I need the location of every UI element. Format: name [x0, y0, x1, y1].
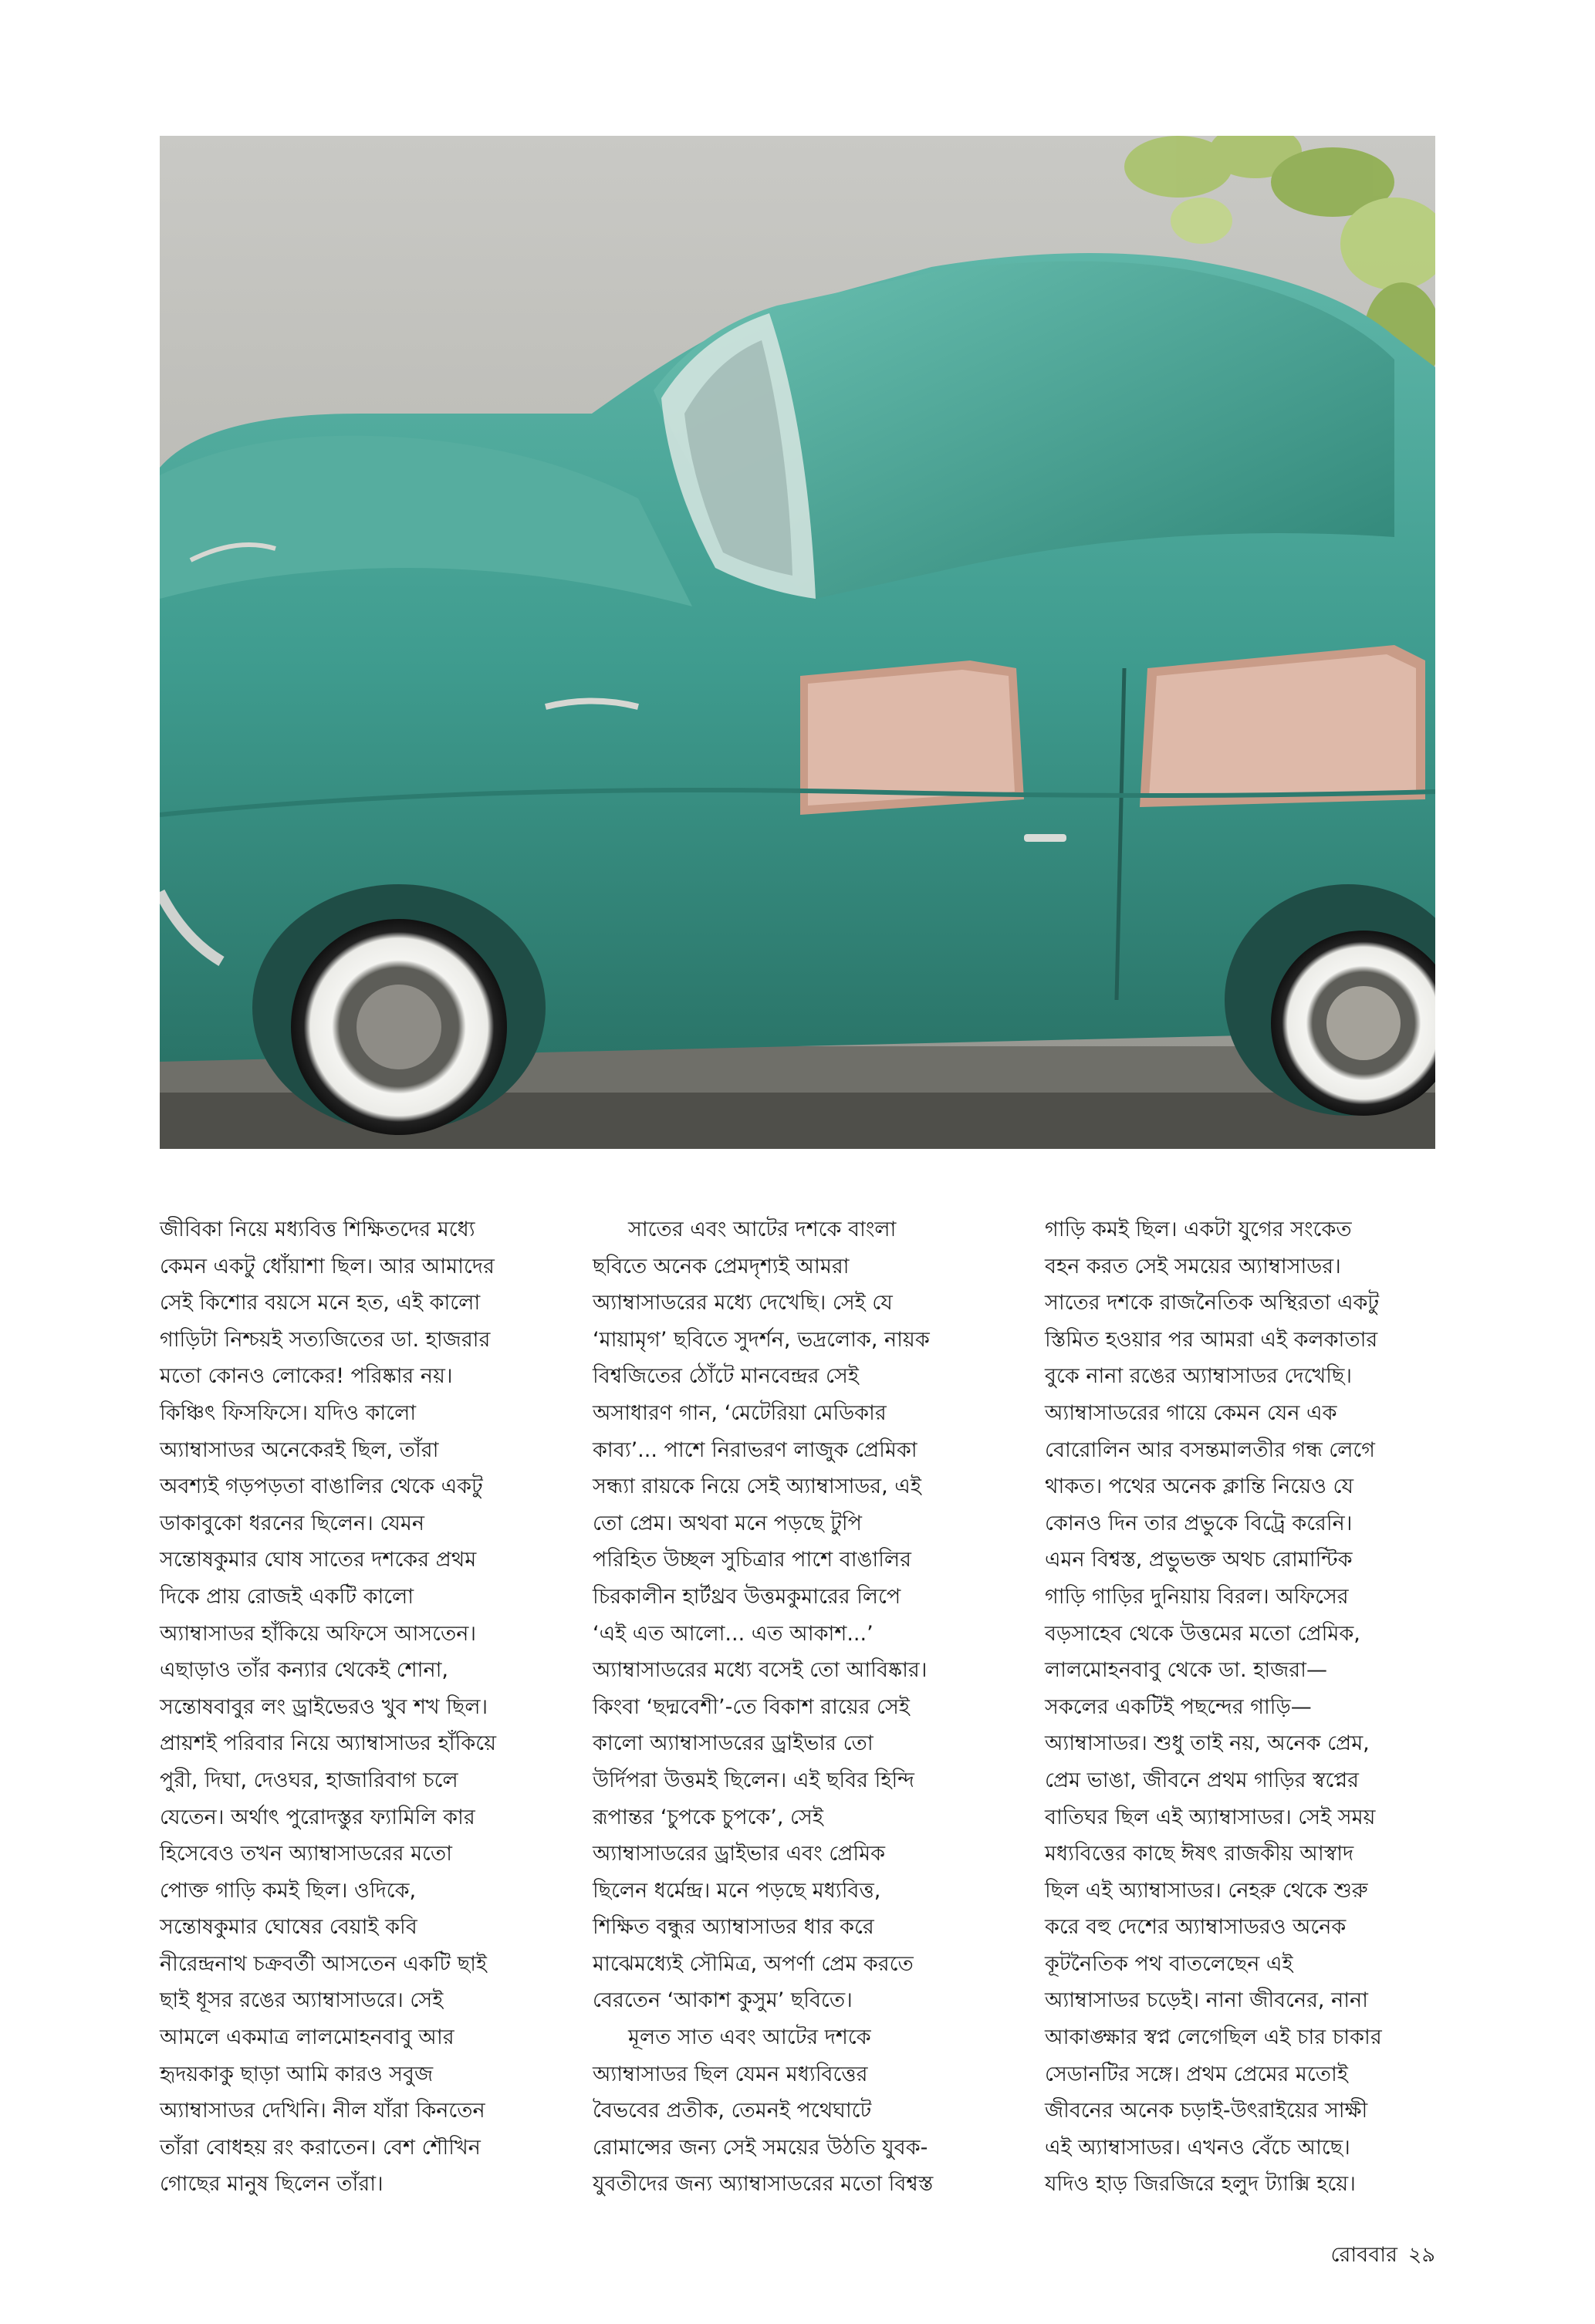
paragraph: গাড়ি কমই ছিল। একটা যুগের সংকেত বহন করত সেই সময়ের অ্যাম্বাসাডর। সাতের দশকে রাজনৈতিক অস্থিরতা একটু স্তিমিত হওয়ার পর আমরা এই কলকাতার বুকে নানা রঙের অ্যাম্বাসাডর দেখেছি। অ্যাম্বাসাডরের গায়ে কেমন যেন এক বোরোলিন আর বসন্তমালতীর গন্ধ লেগে থাকত। পথের অনেক ক্লান্তি নিয়েও যে কোনও দিন তার প্রভুকে বিট্রে করেনি। এমন বিশ্বস্ত, প্রভুভক্ত অথচ রোমান্টিক গাড়ি গাড়ির দুনিয়ায় বিরল। অফিসের বড়সাহেব থেকে উত্তমের মতো প্রেমিক, লালমোহনবাবু থেকে ডা. হাজরা— সকলের একটিই পছন্দের গাড়ি— অ্যাম্বাসাডর। শুধু তাই নয়, অনেক প্রেম, প্রেম ভাঙা, জীবনে প্রথম গাড়ির স্বপ্নের বাতিঘর ছিল এই অ্যাম্বাসাডর। সেই সময় মধ্যবিত্তের কাছে ঈষৎ রাজকীয় আস্বাদ ছিল এই অ্যাম্বাসাডর। নেহরু থেকে শুরু করে বহু দেশের অ্যাম্বাসাডরও অনেক কূটনৈতিক পথ বাতলেছেন এই অ্যাম্বাসাডর চড়েই। নানা জীবনের, নানা আকাঙ্ক্ষার স্বপ্ন লেগেছিল এই চার চাকার সেডানটির সঙ্গে। প্রথম প্রেমের মতোই জীবনের অনেক চড়াই-উৎরাইয়ের সাক্ষী এই অ্যাম্বাসাডর। এখনও বেঁচে আছে। যদিও হাড় জিরজিরে হলুদ ট্যাক্সি হয়ে। [1045, 1218, 1382, 2197]
publication-name: রোববার [1330, 2243, 1397, 2267]
paragraph: জীবিকা নিয়ে মধ্যবিত্ত শিক্ষিতদের মধ্যে কেমন একটু ধোঁয়াশা ছিল। আর আমাদের সেই কিশোর বয়সে মনে হত, এই কালো গাড়িটা নিশ্চয়ই সত্যজিতের ডা. হাজরার মতো কোনও লোকের! পরিষ্কার নয়। কিঞ্চিৎ ফিসফিসে। যদিও কালো অ্যাম্বাসাডর অনেকেরই ছিল, তাঁরা অবশ্যই গড়পড়তা বাঙালির থেকে একটু ডাকাবুকো ধরনের ছিলেন। যেমন সন্তোষকুমার ঘোষ সাতের দশকের প্রথম দিকে প্রায় রোজই একটি কালো অ্যাম্বাসাডর হাঁকিয়ে অফিসে আসতেন। এছাড়াও তাঁর কন্যার থেকেই শোনা, সন্তোষবাবুর লং ড্রাইভেরও খুব শখ ছিল। প্রায়শই পরিবার নিয়ে অ্যাম্বাসাডর হাঁকিয়ে পুরী, দিঘা, দেওঘর, হাজারিবাগ চলে যেতেন। অর্থাৎ পুরোদস্তুর ফ্যামিলি কার হিসেবেও তখন অ্যাম্বাসাডরের মতো পোক্ত গাড়ি কমই ছিল। ওদিকে, সন্তোষকুমার ঘোষের বেয়াই কবি নীরেন্দ্রনাথ চক্রবর্তী আসতেন একটি ছাই ছাই ধূসর রঙের অ্যাম্বাসাডরে। সেই আমলে একমাত্র লালমোহনবাবু আর হৃদয়কাকু ছাড়া আমি কারও সবুজ অ্যাম্বাসাডর দেখিনি। নীল যাঁরা কিনতেন তাঁরা বোধহয় রং করাতেন। বেশ শৌখিন গোছের মানুষ ছিলেন তাঁরা। [160, 1218, 496, 2197]
paragraph: মূলত সাত এবং আটের দশকে অ্যাম্বাসাডর ছিল যেমন মধ্যবিত্তের বৈভবের প্রতীক, তেমনই পথেঘাটে রোমান্সের জন্য সেই সময়ের উঠতি যুবক- যুবতীদের জন্য অ্যাম্বাসাডরের মতো বিশ্বস্ত [593, 2025, 934, 2197]
column-2 [593, 1211, 1002, 2203]
article-body [160, 1211, 1435, 2197]
column-3 [1045, 1211, 1454, 2203]
page-number: ২৯ [1407, 2243, 1435, 2267]
car-photo [160, 136, 1435, 1149]
column-1 [160, 1211, 569, 2203]
paragraph: সাতের এবং আটের দশকে বাংলা ছবিতে অনেক প্রেমদৃশ্যই আমরা অ্যাম্বাসাডরের মধ্যে দেখেছি। সেই যে ‘মায়ামৃগ’ ছবিতে সুদর্শন, ভদ্রলোক, নায়ক বিশ্বজিতের ঠোঁটে মানবেন্দ্রর সেই অসাধারণ গান, ‘মেটেরিয়া মেডিকার কাব্য’... পাশে নিরাভরণ লাজুক প্রেমিকা সন্ধ্যা রায়কে নিয়ে সেই অ্যাম্বাসাডর, এই তো প্রেম। অথবা মনে পড়ছে টুপি পরিহিত উচ্ছল সুচিত্রার পাশে বাঙালির চিরকালীন হার্টথ্রব উত্তমকুমারের লিপে ‘এই এত আলো... এত আকাশ...’ অ্যাম্বাসাডরের মধ্যে বসেই তো আবিষ্কার। কিংবা ‘ছদ্মবেশী’-তে বিকাশ রায়ের সেই কালো অ্যাম্বাসাডরের ড্রাইভার তো উর্দিপরা উত্তমই ছিলেন। এই ছবির হিন্দি রূপান্তর ‘চুপকে চুপকে’, সেই অ্যাম্বাসাডরের ড্রাইভার এবং প্রেমিক ছিলেন ধর্মেন্দ্র। মনে পড়ছে মধ্যবিত্ত, শিক্ষিত বন্ধুর অ্যাম্বাসাডর ধার করে মাঝেমধ্যেই সৌমিত্র, অপর্ণা প্রেম করতে বেরতেন ‘আকাশ কুসুম’ ছবিতে। [593, 1218, 930, 2013]
page-folio [1320, 2241, 1435, 2269]
